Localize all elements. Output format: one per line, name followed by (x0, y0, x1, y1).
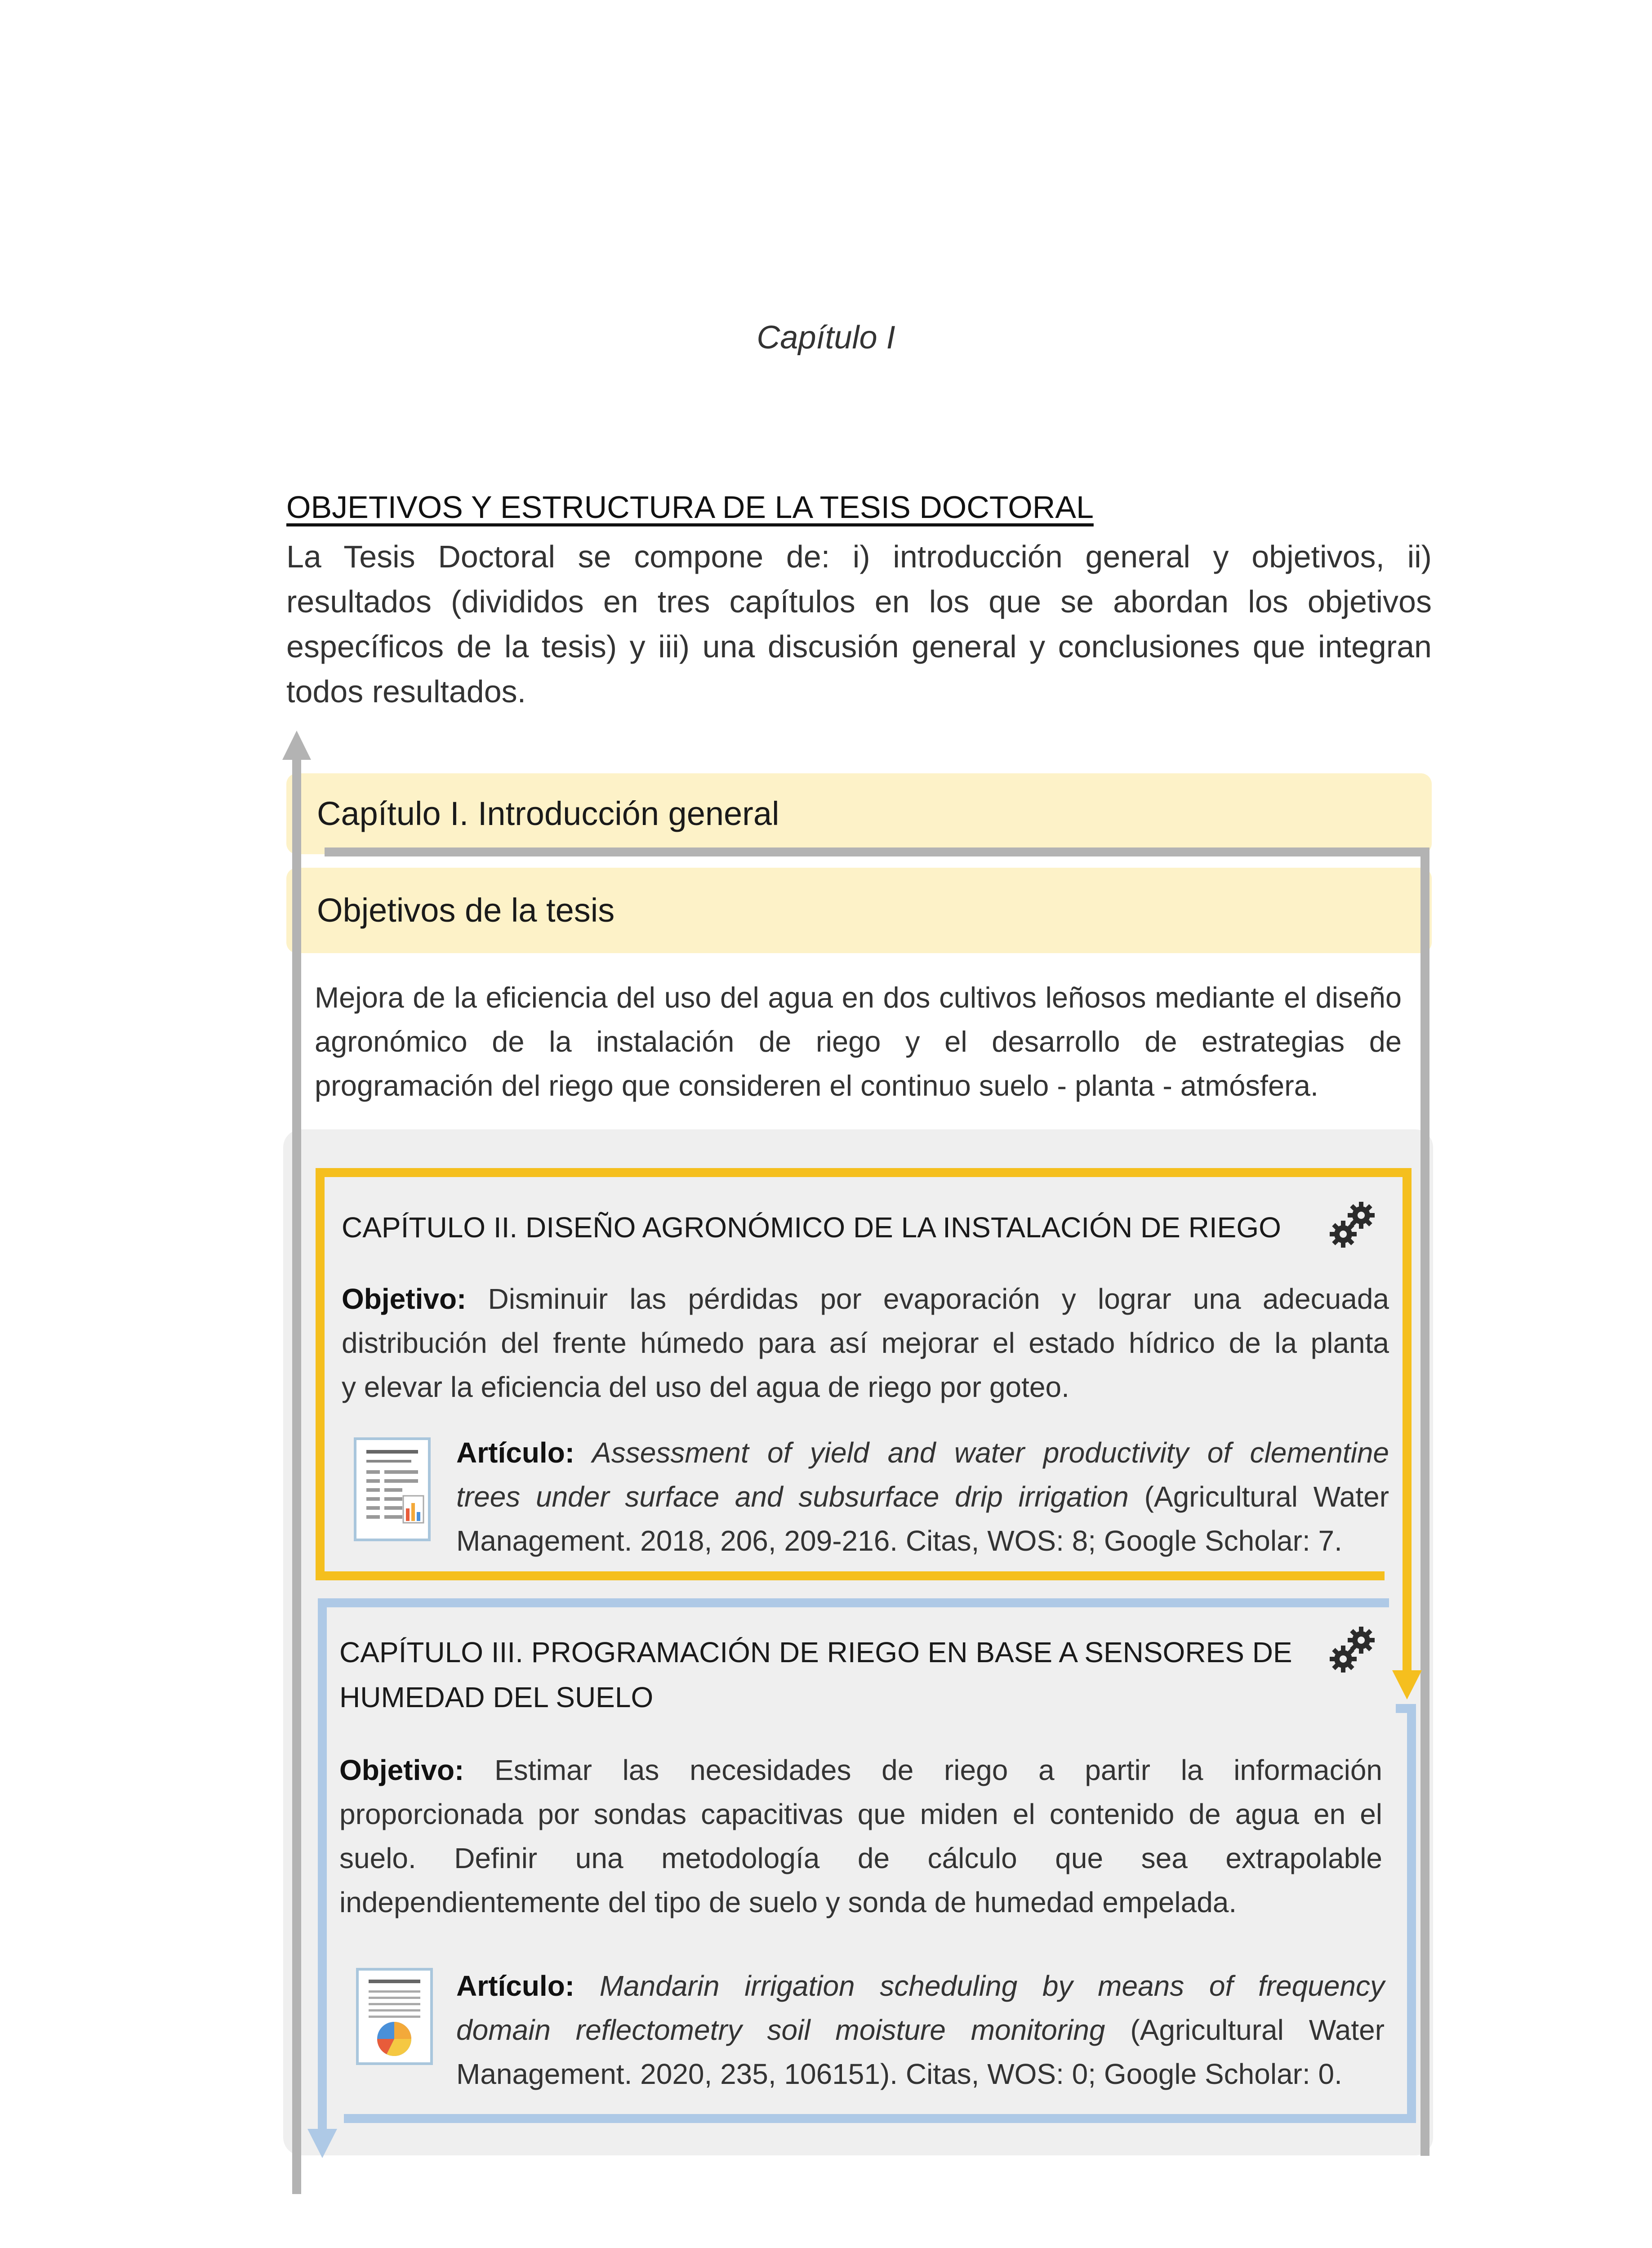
bar-chart-document-icon (353, 1436, 432, 1542)
chapter3-objective-line: independientemente del tipo de suelo y sonda de humedad empelada. (339, 1886, 1237, 1918)
article-label: Artículo: (456, 1436, 575, 1469)
chapter2-article (456, 1431, 1389, 1563)
chapter2-article-title: trees under surface and subsurface drip irrigation (456, 1481, 1129, 1513)
chapter-label: Capítulo I (757, 320, 895, 356)
chapter3-objective-line: suelo. Definir una metodología de cálculo que sea extrapolable (339, 1842, 1382, 1874)
objective-label: Objetivo: (342, 1283, 467, 1315)
chapter2-objective-line: Disminuir las pérdidas por evaporación y lograr una adecuada (466, 1283, 1389, 1315)
intro-line: todos resultados. (286, 674, 526, 709)
chapter2-article-title: Assessment of yield and water productivity of clementine (574, 1436, 1389, 1469)
chapter2-title: CAPÍTULO II. DISEÑO AGRONÓMICO DE LA INSTALACIÓN DE RIEGO (342, 1211, 1281, 1244)
blue-down-arrowhead (307, 2129, 337, 2158)
chapter2-objective (342, 1277, 1389, 1409)
objective-label: Objetivo: (339, 1754, 464, 1786)
chapter3-objective-line: proporcionada por sondas capacitivas que miden el contenido de agua en el (339, 1798, 1382, 1830)
chapter1-label: Capítulo I. Introducción general (317, 795, 779, 832)
objectives-label: Objetivos de la tesis (317, 892, 615, 929)
chapter3-article-ref: Management. 2020, 235, 106151). Citas, WOS: 0; Google Scholar: 0. (456, 2058, 1342, 2090)
pie-chart-document-icon (355, 1967, 434, 2066)
yellow-down-arrowhead (1392, 1670, 1422, 1699)
gear-icon (1326, 1623, 1380, 1677)
article-label: Artículo: (456, 1970, 575, 2002)
chapter2-objective-line: y elevar la eficiencia del uso del agua de riego por goteo. (342, 1371, 1069, 1403)
chapter3-article-title: Mandarin irrigation scheduling by means of frequency (574, 1970, 1385, 2002)
chapter3-article-title: domain reflectometry soil moisture monitoring (456, 2014, 1105, 2046)
thesis-objective-line: agronómico de la instalación de riego y el desarrollo de estrategias de (315, 1025, 1402, 1058)
chapter3-objective (339, 1748, 1382, 1924)
chapter3-title-line: CAPÍTULO III. PROGRAMACIÓN DE RIEGO EN BASE A SENSORES DE (339, 1636, 1292, 1668)
chapter3-title (339, 1630, 1306, 1720)
intro-line: específicos de la tesis) y iii) una discusión general y conclusiones que integran (286, 629, 1432, 664)
section-title: OBJETIVOS Y ESTRUCTURA DE LA TESIS DOCTORAL (286, 490, 1094, 525)
intro-line: La Tesis Doctoral se compone de: i) introducción general y objetivos, ii) (286, 539, 1432, 574)
chapter3-objective-line: Estimar las necesidades de riego a partir la información (464, 1754, 1382, 1786)
thesis-objective (315, 976, 1402, 1108)
chapter2-article-ref: (Agricultural Water (1128, 1481, 1389, 1513)
chapter2-article-ref: Management. 2018, 206, 209-216. Citas, WOS: 8; Google Scholar: 7. (456, 1525, 1342, 1557)
gear-icon (1326, 1198, 1380, 1252)
intro-line: resultados (divididos en tres capítulos en los que se abordan los objetivos (286, 584, 1432, 619)
chapter2-objective-line: distribución del frente húmedo para así mejorar el estado hídrico de la planta (342, 1327, 1389, 1359)
gray-up-arrowhead (282, 731, 311, 760)
thesis-objective-line: programación del riego que consideren el continuo suelo - planta - atmósfera. (315, 1069, 1318, 1102)
thesis-objective-line: Mejora de la eficiencia del uso del agua en dos cultivos leñosos mediante el diseño (315, 981, 1402, 1014)
chapter3-article (456, 1964, 1385, 2096)
chapter3-article-ref: (Agricultural Water (1105, 2014, 1385, 2046)
chapter3-title-line: HUMEDAD DEL SUELO (339, 1681, 654, 1713)
